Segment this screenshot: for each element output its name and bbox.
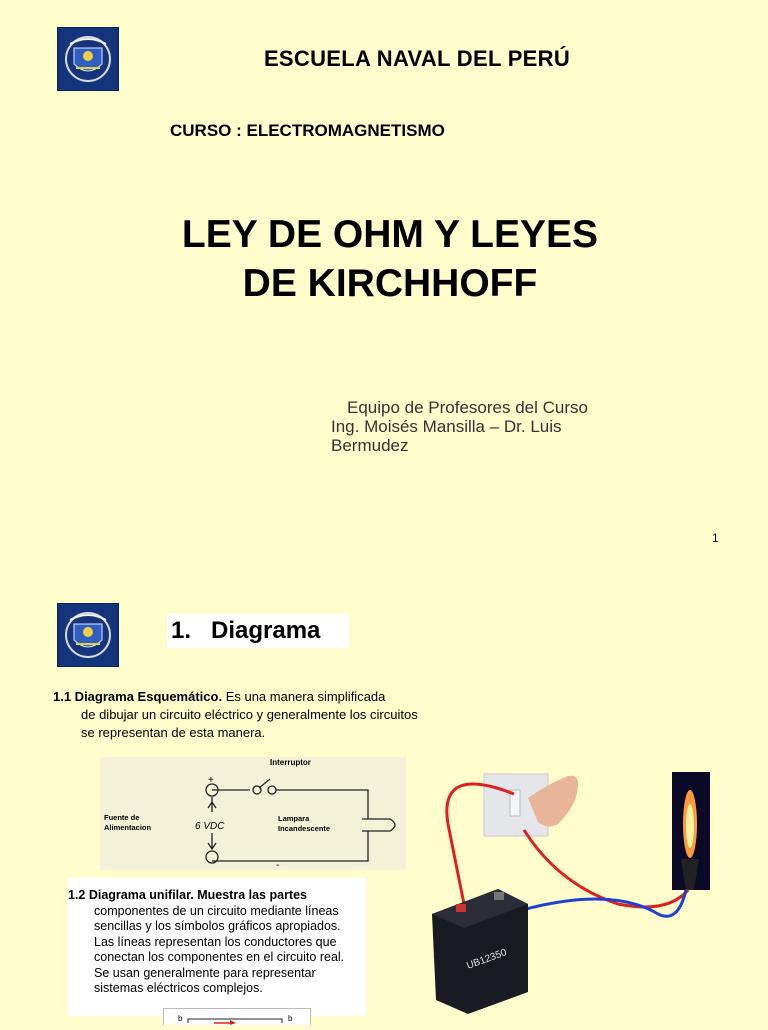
team-line-3: Bermudez xyxy=(331,436,409,455)
minus-sign: - xyxy=(276,860,280,870)
course-label: CURSO : ELECTROMAGNETISMO xyxy=(170,121,445,140)
battery-text: UB12350 xyxy=(465,947,509,972)
section-title-text: Diagrama xyxy=(211,617,321,644)
unifilar-diagram-fragment xyxy=(163,1008,311,1025)
schematic-line-2: de dibujar un circuito eléctrico y generalmente los circuitos xyxy=(81,707,418,722)
schematic-line-1: Es una manera simplificada xyxy=(222,689,386,704)
schematic-heading: 1.1 Diagrama Esquemático. xyxy=(53,689,223,704)
schematic-diagram xyxy=(100,757,406,870)
unifilar-line-6: Se usan generalmente para representar xyxy=(94,965,316,980)
slide-title xyxy=(0,210,768,308)
unifilar-line-1: Muestra las partes xyxy=(193,888,307,902)
circuit-photo-illustration xyxy=(428,764,768,1024)
schematic-diagram-drawing xyxy=(100,757,406,870)
school-name: ESCUELA NAVAL DEL PERÚ xyxy=(263,46,571,71)
source-label-1: Fuente de xyxy=(104,813,140,822)
team-line-1: Equipo de Profesores del Curso xyxy=(347,398,588,417)
teaching-team xyxy=(331,398,588,455)
section-title xyxy=(167,614,349,648)
source-label-2: Alimentacion xyxy=(104,823,152,832)
schematic-line-3: se representan de esta manera. xyxy=(81,725,266,740)
title-line-2: DE KIRCHHOFF xyxy=(242,262,538,305)
unifilar-line-3: sencillas y los símbolos gráficos apropiados. xyxy=(94,919,341,933)
plus-sign: + xyxy=(208,775,214,786)
unifilar-heading: 1.2 Diagrama unifilar. xyxy=(68,888,194,902)
voltage-label: 6 VDC xyxy=(195,821,225,832)
team-line-2: Ing. Moisés Mansilla – Dr. Luis xyxy=(331,417,562,436)
unifilar-description xyxy=(68,878,366,1016)
node-label-left: b xyxy=(178,1014,183,1023)
unifilar-line-2: componentes de un circuito mediante líneas xyxy=(94,903,339,918)
title-line-1: LEY DE OHM Y LEYES xyxy=(181,213,599,256)
page-number: 1 xyxy=(712,531,719,545)
schematic-description xyxy=(53,688,435,742)
unifilar-line-7: sistemas eléctricos complejos. xyxy=(94,981,263,995)
naval-school-logo-2 xyxy=(57,603,119,667)
lamp-label-1: Lampara xyxy=(278,814,310,823)
section-number: 1. xyxy=(171,617,192,644)
unifilar-line-4: Las líneas representan los conductores que xyxy=(94,934,337,949)
switch-label: Interruptor xyxy=(270,758,311,767)
unifilar-line-5: conectan los componentes en el circuito real. xyxy=(94,950,345,964)
circuit-photo xyxy=(428,764,768,1024)
node-label-right: b xyxy=(288,1014,293,1023)
lamp-label-2: Incandescente xyxy=(278,824,331,833)
